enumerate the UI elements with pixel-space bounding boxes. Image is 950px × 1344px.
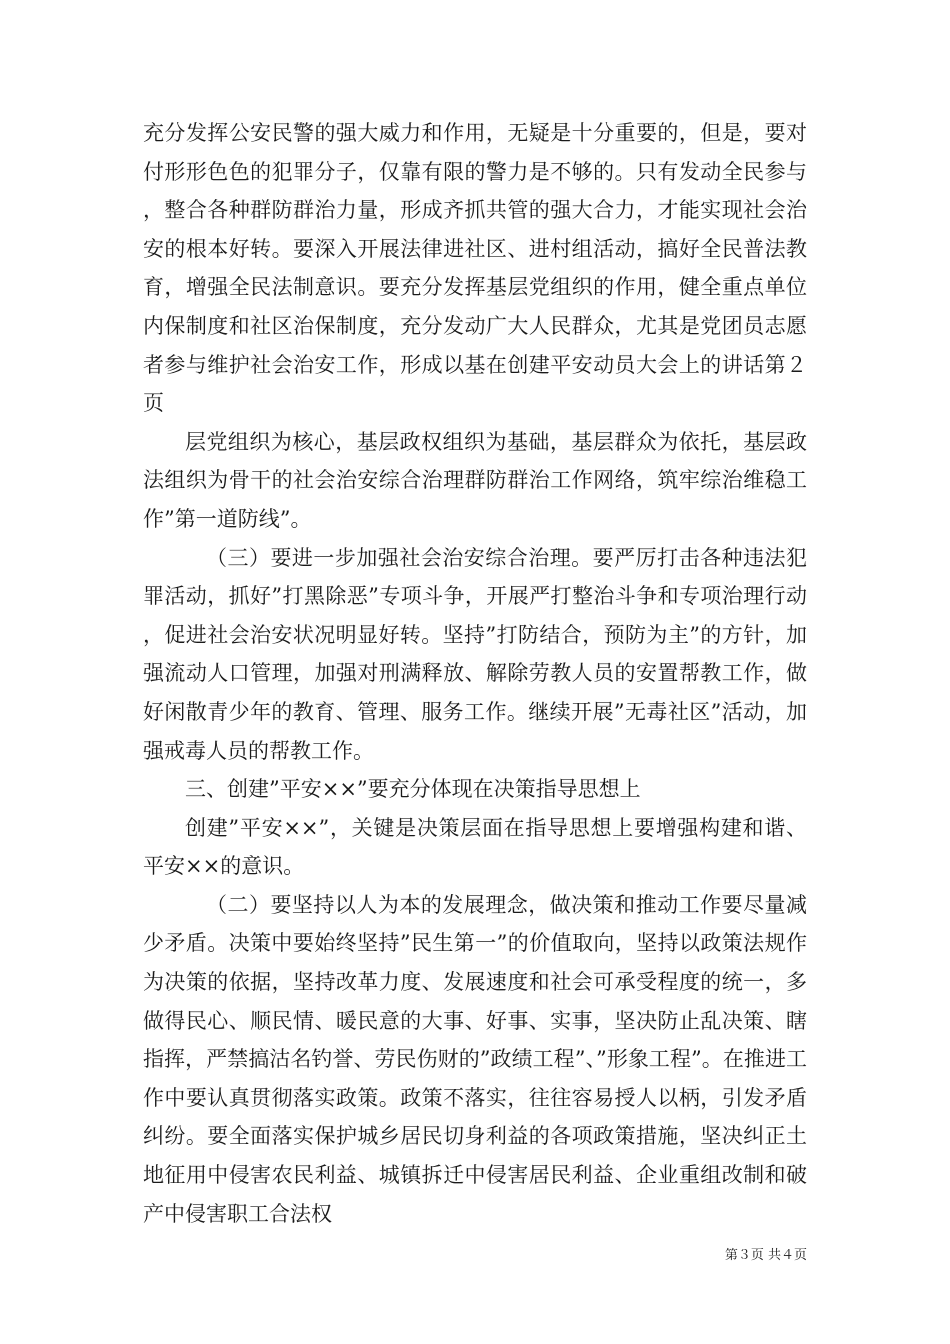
page-number-footer: 第３页 共４页 [724, 1248, 807, 1263]
paragraph-1: 充分发挥公安民警的强大威力和作用，无疑是十分重要的，但是，要对付形形色色的犯罪分子，仅靠有限的警力是不够的。只有发动全民参与，整合各种群防群治力量，形成齐抓共管的强大合力，才能实现社会治安的根本好转。要深入开展法律进社区、进村组活动，搞好全民普法教育，增强全民法制意识。要充分发挥基层党组织的作用，健全重点单位内保制度和社区治保制度，充分发动广大人民群众，尤其是党团员志愿者参与维护社会治安工作，形成以基在创建平安动员大会上的讲话第２页 [143, 121, 807, 416]
paragraph-5: 创建”平安××”，关键是决策层面在指导思想上要增强构建和谐、平安××的意识。 [143, 815, 807, 879]
paragraph-2: 层党组织为核心，基层政权组织为基础，基层群众为依托，基层政法组织为骨干的社会治安综合治理群防群治工作网络，筑牢综治维稳工作”第一道防线”。 [143, 429, 807, 531]
paragraph-6: （二）要坚持以人为本的发展理念，做决策和推动工作要尽量减少矛盾。决策中要始终坚持”民生第一”的价值取向，坚持以政策法规作为决策的依据，坚持改革力度、发展速度和社会可承受程度的统一，多做得民心、顺民情、暖民意的大事、好事、实事，坚决防止乱决策、瞎指挥，严禁搞沽名钓誉、劳民伤财的”政绩工程”、”形象工程”。在推进工作中要认真贯彻落实政策。政策不落实，往往容易授人以柄，引发矛盾纠纷。要全面落实保护城乡居民切身利益的各项政策措施，坚决纠正土地征用中侵害农民利益、城镇拆迁中侵害居民利益、企业重组改制和破产中侵害职工合法权 [143, 892, 807, 1226]
paragraph-3: （三）要进一步加强社会治安综合治理。要严厉打击各种违法犯罪活动，抓好”打黑除恶”专项斗争，开展严打整治斗争和专项治理行动，促进社会治安状况明显好转。坚持”打防结合，预防为主”的方针，加强流动人口管理，加强对刑满释放、解除劳教人员的安置帮教工作，做好闲散青少年的教育、管理、服务工作。继续开展”无毒社区”活动，加强戒毒人员的帮教工作。 [143, 545, 807, 763]
document-body [143, 114, 807, 1233]
section-heading-3: 三、创建”平安××”要充分体现在决策指导思想上 [185, 777, 641, 802]
